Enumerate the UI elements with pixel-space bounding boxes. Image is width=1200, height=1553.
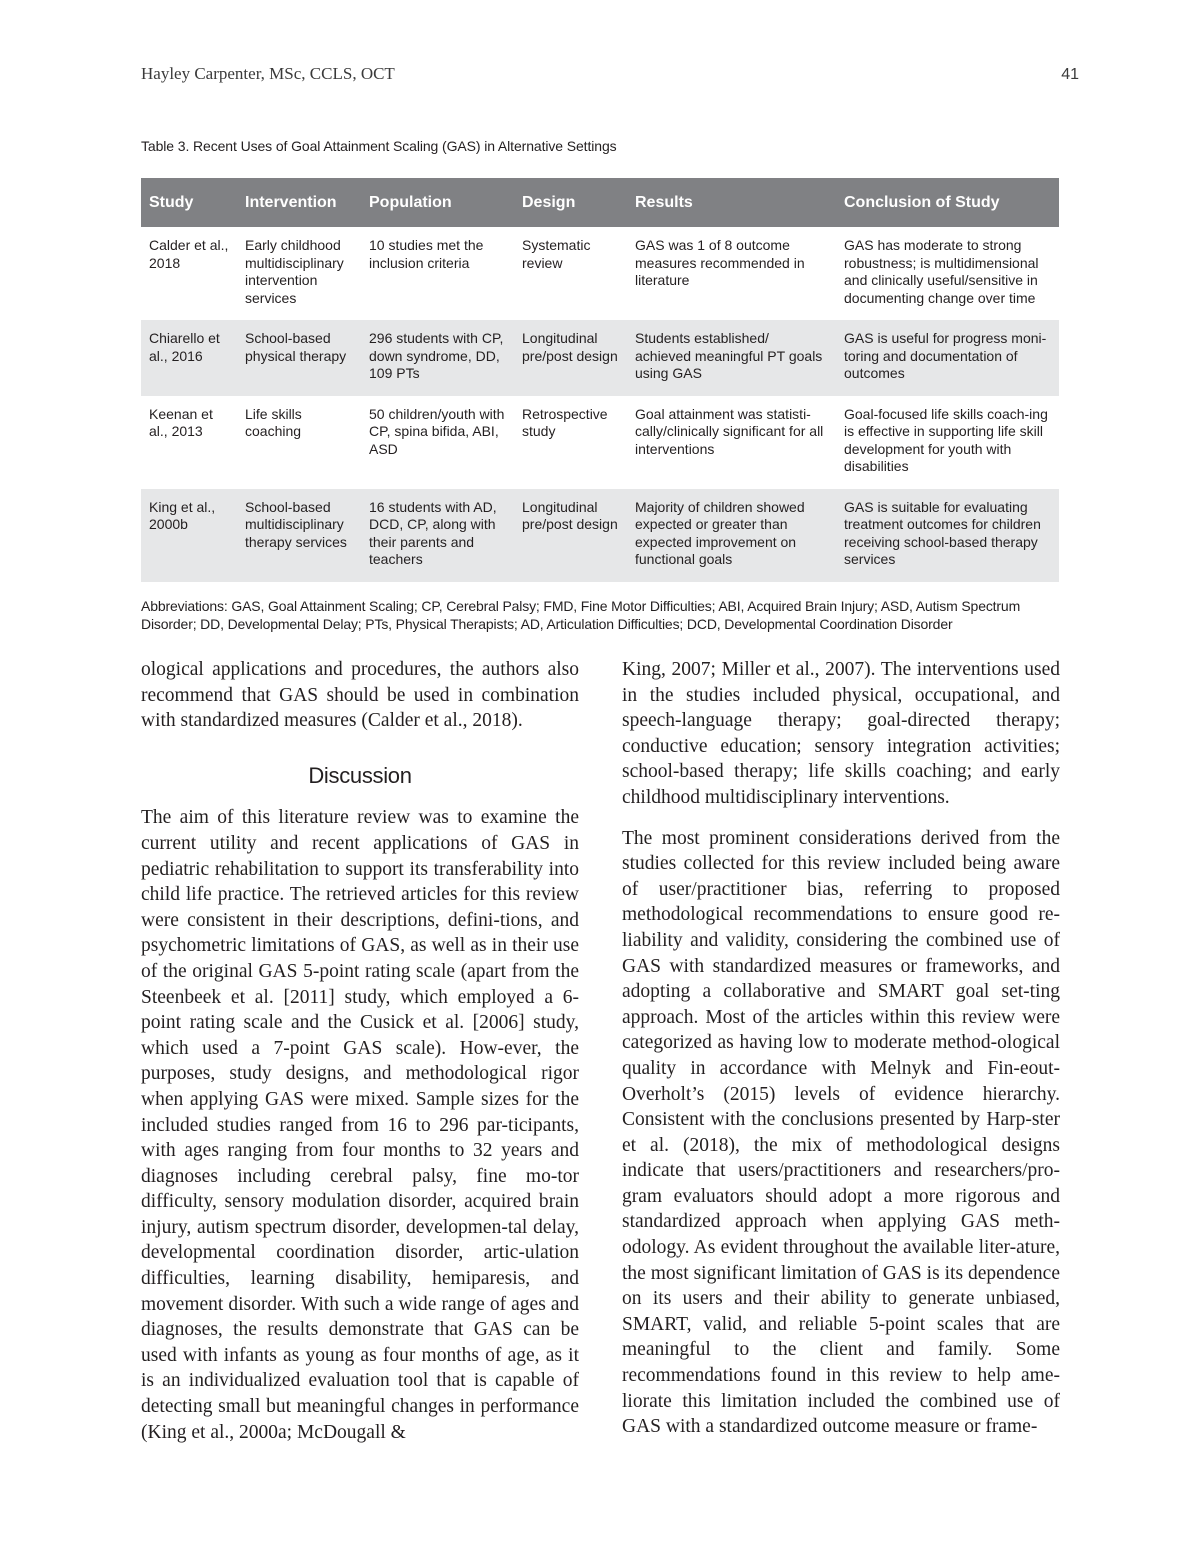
table-cell: Life skills coaching <box>245 405 302 439</box>
table-cell: GAS is useful for progress moni-toring and documentation of outcomes <box>836 320 1059 396</box>
body-paragraph: King, 2007; Miller et al., 2007). The interventions used in the studies included physical, occupational, and speech-language therapy; goal-directed therapy; conductive education; sensory integration activities; school-based therapy; life skills coaching; and early childhood multidisciplinary interventions. <box>622 659 1060 808</box>
study-table-container <box>141 178 1059 582</box>
table-header-row <box>141 178 1059 227</box>
table-caption: Table 3. Recent Uses of Goal Attainment Scaling (GAS) in Alternative Settings <box>141 138 617 154</box>
column-header-intervention: Intervention <box>237 178 361 227</box>
table-cell: 50 children/youth with CP, spina bifida, ABI, ASD <box>369 405 505 457</box>
table-cell: GAS is suitable for evaluating treatment outcomes for children receiving school-based therapy services <box>836 489 1059 582</box>
left-column <box>141 657 579 1445</box>
body-paragraph: ological applications and procedures, the authors also recommend that GAS should be used in combination with standardized measures (Calder et al., 2018). <box>141 659 579 732</box>
column-header-population: Population <box>361 178 514 227</box>
table-cell: 296 students with CP, down syndrome, DD, 109 PTs <box>361 320 514 396</box>
body-paragraph: The aim of this literature review was to examine the current utility and recent applications of GAS in pediatric rehabilitation to support its transferability into child life practice. The retrieved articles for this review were consistent in their descriptions, defini-tions, and psychometric limitations of GAS, as well as in their use of the original GAS 5-point rating scale (apart from the Steenbeek et al. [2011] study, which employed a 6-point rating scale and the Cusick et al. [2006] study, which used a 7-point GAS scale). How-ever, the purposes, study designs, and methodological rigor when applying GAS were mixed. Sample sizes for the included studies ranged from 16 to 296 par-ticipants, with ages ranging from four months to 32 years and diagnoses including cerebral palsy, fine mo-tor difficulty, sensory modulation disorder, acquired brain injury, autism spectrum disorder, developmen-tal delay, developmental coordination disorder, artic-ulation difficulties, learning disability, hemiparesis, and movement disorder. With such a wide range of ages and diagnoses, the results demonstrate that GAS can be used with infants as young as four months of age, as it is an individualized evaluation tool that is capable of detecting small but meaningful changes in performance (King et al., 2000a; McDougall & <box>141 807 579 1443</box>
column-header-results: Results <box>627 178 836 227</box>
table-cell: Keenan et al., 2013 <box>149 405 213 439</box>
running-head: Hayley Carpenter, MSc, CCLS, OCT <box>141 64 395 83</box>
table-cell: GAS has moderate to strong robustness; is multidimensional and clinically useful/sensitive in documenting change over time <box>844 237 1039 306</box>
table-cell: Students established/ achieved meaningful PT goals using GAS <box>627 320 836 396</box>
table-cell: Early childhood multidisciplinary intervention services <box>245 237 344 306</box>
column-header-conclusion: Conclusion of Study <box>836 178 1059 227</box>
table-cell: Longitudinal pre/post design <box>514 320 627 396</box>
body-paragraph: The most prominent considerations derived from the studies collected for this review included being aware of user/practitioner bias, referring to proposed methodological recommendations to ensure good re-liability and validity, considering the combined use of GAS with standardized measures or frameworks, and adopting a collaborative and SMART goal set-ting approach. Most of the articles within this review were categorized as having low to moderate method-ological quality in accordance with Melnyk and Fin-eout-Overholt’s (2015) levels of evidence hierarchy. Consistent with the conclusions presented by Harp-ster et al. (2018), the mix of methodological designs indicate that users/practitioners and researchers/pro-gram evaluators should adopt a more rigorous and standardized approach when applying GAS meth-odology. As evident throughout the available liter-ature, the most significant limitation of GAS is its dependence on its users and their ability to generate unbiased, SMART, valid, and reliable 5-point scales that are meaningful to the client and family. Some recommendations found in this review to help ame-liorate this limitation included the combined use of GAS with a standardized outcome measure or frame- <box>622 827 1060 1438</box>
table-cell: School-based multidisciplinary therapy services <box>237 489 361 582</box>
table-cell: GAS was 1 of 8 outcome measures recommended in literature <box>635 237 805 288</box>
table-cell: Majority of children showed expected or greater than expected improvement on functional goals <box>627 489 836 582</box>
column-header-study: Study <box>141 178 237 227</box>
table-cell: Longitudinal pre/post design <box>514 489 627 582</box>
table-cell: Systematic review <box>522 237 591 271</box>
table-cell: Goal attainment was statisti-cally/clinically significant for all interventions <box>635 405 824 457</box>
table-cell: Retrospective study <box>522 405 608 439</box>
table-cell: 16 students with AD, DCD, CP, along with their parents and teachers <box>361 489 514 582</box>
table-cell: School-based physical therapy <box>237 320 361 396</box>
study-table <box>141 178 1059 582</box>
section-heading-discussion: Discussion <box>308 762 412 788</box>
table-abbreviations-note: Abbreviations: GAS, Goal Attainment Scaling; CP, Cerebral Palsy; FMD, Fine Motor Difficulties; ABI, Acquired Brain Injury; ASD, Autism Spectrum Disorder; DD, Developmental Delay; PTs, Physical Therapists; AD, Articulation Difficulties; DCD, Developmental Coordination Disorder <box>141 598 1021 632</box>
table-cell: Calder et al., 2018 <box>149 237 229 271</box>
table-cell: Chiarello et al., 2016 <box>141 320 237 396</box>
table-row <box>141 320 1059 396</box>
table-cell: Goal-focused life skills coach-ing is effective in supporting life skill development for youth with disabilities <box>844 405 1048 474</box>
table-row <box>141 227 1059 320</box>
table-row <box>141 489 1059 582</box>
column-header-design: Design <box>514 178 627 227</box>
page-number: 41 <box>1061 66 1079 83</box>
table-cell: 10 studies met the inclusion criteria <box>369 237 484 271</box>
right-column <box>622 657 1060 1440</box>
table-cell: King et al., 2000b <box>141 489 237 582</box>
table-row <box>141 396 1059 489</box>
